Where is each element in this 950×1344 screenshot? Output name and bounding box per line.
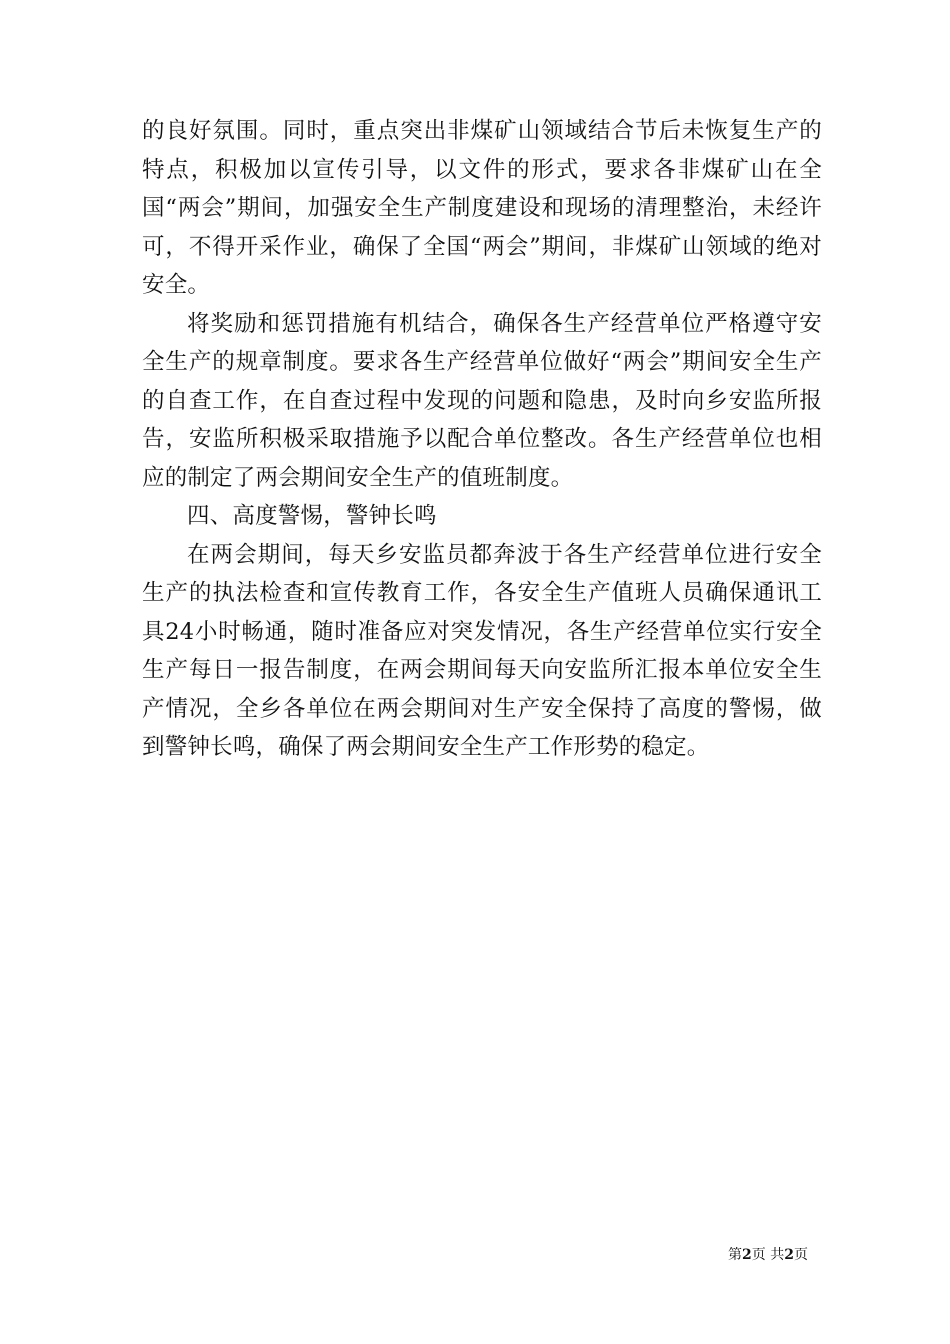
current-page-number: 2 [742,1247,752,1263]
footer-prefix: 第 [728,1247,743,1263]
page-number-footer [728,1246,808,1264]
document-body [142,112,822,767]
footer-middle: 页 共 [751,1247,785,1263]
paragraph-2: 将奖励和惩罚措施有机结合，确保各生产经营单位严格遵守安全生产的规章制度。要求各生产经营单位做好“两会”期间安全生产的自查工作，在自查过程中发现的问题和隐患，及时向乡安监所报告，安监所积极采取措施予以配合单位整改。各生产经营单位也相应的制定了两会期间安全生产的值班制度。 [142,310,822,491]
section-heading: 四、高度警惕，警钟长鸣 [187,503,437,529]
paragraph-1: 的良好氛围。同时，重点突出非煤矿山领域结合节后未恢复生产的特点，积极加以宣传引导，以文件的形式，要求各非煤矿山在全国“两会”期间，加强安全生产制度建设和现场的清理整治，未经许可，不得开采作业，确保了全国“两会”期间，非煤矿山领域的绝对安全。 [142,118,822,298]
footer-suffix: 页 [794,1247,808,1263]
total-page-number: 2 [784,1247,794,1263]
paragraph-3: 在两会期间，每天乡安监员都奔波于各生产经营单位进行安全生产的执法检查和宣传教育工作，各安全生产值班人员确保通讯工具24小时畅通，随时准备应对突发情况，各生产经营单位实行安全生产每日一报告制度，在两会期间每天向安监所汇报本单位安全生产情况，全乡各单位在两会期间对生产安全保持了高度的警惕，做到警钟长鸣，确保了两会期间安全生产工作形势的稳定。 [142,541,822,760]
